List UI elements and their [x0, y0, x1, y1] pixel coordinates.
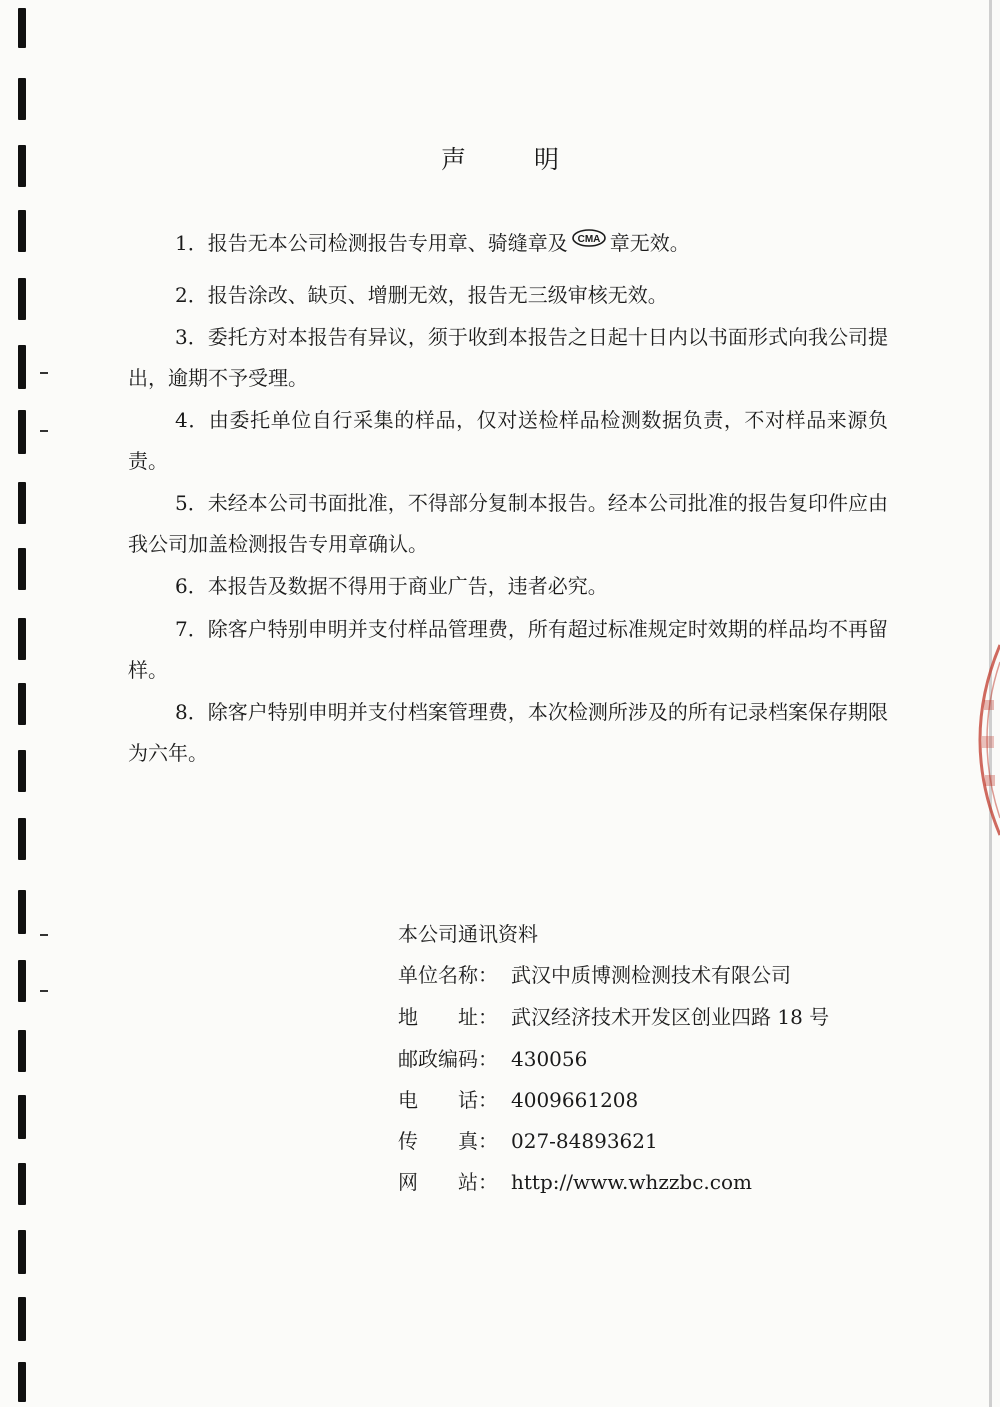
binding-hole [18, 1297, 26, 1341]
item-text: 1．报告无本公司检测报告专用章、骑缝章及 [175, 231, 568, 255]
binding-hole [18, 548, 26, 590]
binding-tick [40, 372, 48, 374]
svg-text:CMA: CMA [577, 234, 601, 245]
contact-value: 430056 [511, 1047, 588, 1071]
contact-label: 电 话： [398, 1088, 498, 1112]
binding-hole [18, 818, 26, 860]
binding-holes [0, 0, 40, 1407]
binding-hole [18, 8, 26, 48]
contact-value: http://www.whzzbc.com [511, 1170, 752, 1194]
contact-value: 武汉中质博测检测技术有限公司 [511, 963, 791, 987]
binding-tick [40, 430, 48, 432]
contact-label: 邮政编码： [398, 1047, 498, 1071]
contact-row-website [398, 1166, 752, 1195]
binding-hole [18, 78, 26, 120]
binding-hole [18, 1095, 26, 1139]
contact-row-postcode [398, 1043, 587, 1072]
contact-value: 4009661208 [511, 1088, 639, 1112]
binding-hole [18, 750, 26, 792]
contact-label: 单位名称： [398, 963, 498, 987]
contact-label: 传 真： [398, 1129, 498, 1153]
declaration-item: 4．由委托单位自行采集的样品，仅对送检样品检测数据负责，不对样品来源负责。 [128, 408, 888, 473]
contact-value: 027-84893621 [511, 1129, 658, 1153]
declaration-item: 6．本报告及数据不得用于商业广告，违者必究。 [175, 574, 608, 598]
declaration-item: 7．除客户特别申明并支付样品管理费，所有超过标准规定时效期的样品均不再留样。 [128, 617, 888, 682]
binding-hole [18, 210, 26, 252]
binding-hole [18, 618, 26, 660]
declaration-item: 2．报告涂改、缺页、增删无效，报告无三级审核无效。 [175, 283, 668, 307]
contact-row-address [398, 1001, 829, 1030]
binding-hole [18, 960, 26, 1002]
item-text: 章无效。 [609, 231, 690, 255]
declaration-item: 8．除客户特别申明并支付档案管理费，本次检测所涉及的所有记录档案保存期限为六年。 [128, 700, 888, 765]
binding-hole [18, 1362, 26, 1402]
contact-row-phone [398, 1084, 638, 1113]
binding-hole [18, 1163, 26, 1205]
binding-tick [40, 934, 48, 936]
binding-hole [18, 482, 26, 524]
seal-stamp-fragment [970, 640, 1000, 840]
contact-value: 武汉经济技术开发区创业四路 18 号 [511, 1005, 830, 1029]
binding-hole [18, 278, 26, 320]
binding-tick [40, 990, 48, 992]
binding-hole [18, 410, 26, 454]
binding-hole [18, 1230, 26, 1274]
declaration-item: 3．委托方对本报告有异议，须于收到本报告之日起十日内以书面形式向我公司提出，逾期不予受理。 [128, 325, 888, 390]
contact-label: 地 址： [398, 1005, 498, 1029]
contact-label: 网 站： [398, 1170, 498, 1194]
contact-heading: 本公司通讯资料 [398, 922, 538, 946]
contact-row-fax [398, 1125, 658, 1154]
contact-row-company [398, 959, 791, 988]
declaration-item [128, 223, 888, 264]
cma-mark-icon [572, 229, 606, 247]
binding-hole [18, 1030, 26, 1072]
binding-hole [18, 345, 26, 389]
declaration-title: 声 明 [441, 145, 589, 174]
declaration-item: 5．未经本公司书面批准，不得部分复制本报告。经本公司批准的报告复印件应由我公司加盖检测报告专用章确认。 [128, 491, 888, 556]
binding-hole [18, 890, 26, 934]
binding-hole [18, 683, 26, 725]
